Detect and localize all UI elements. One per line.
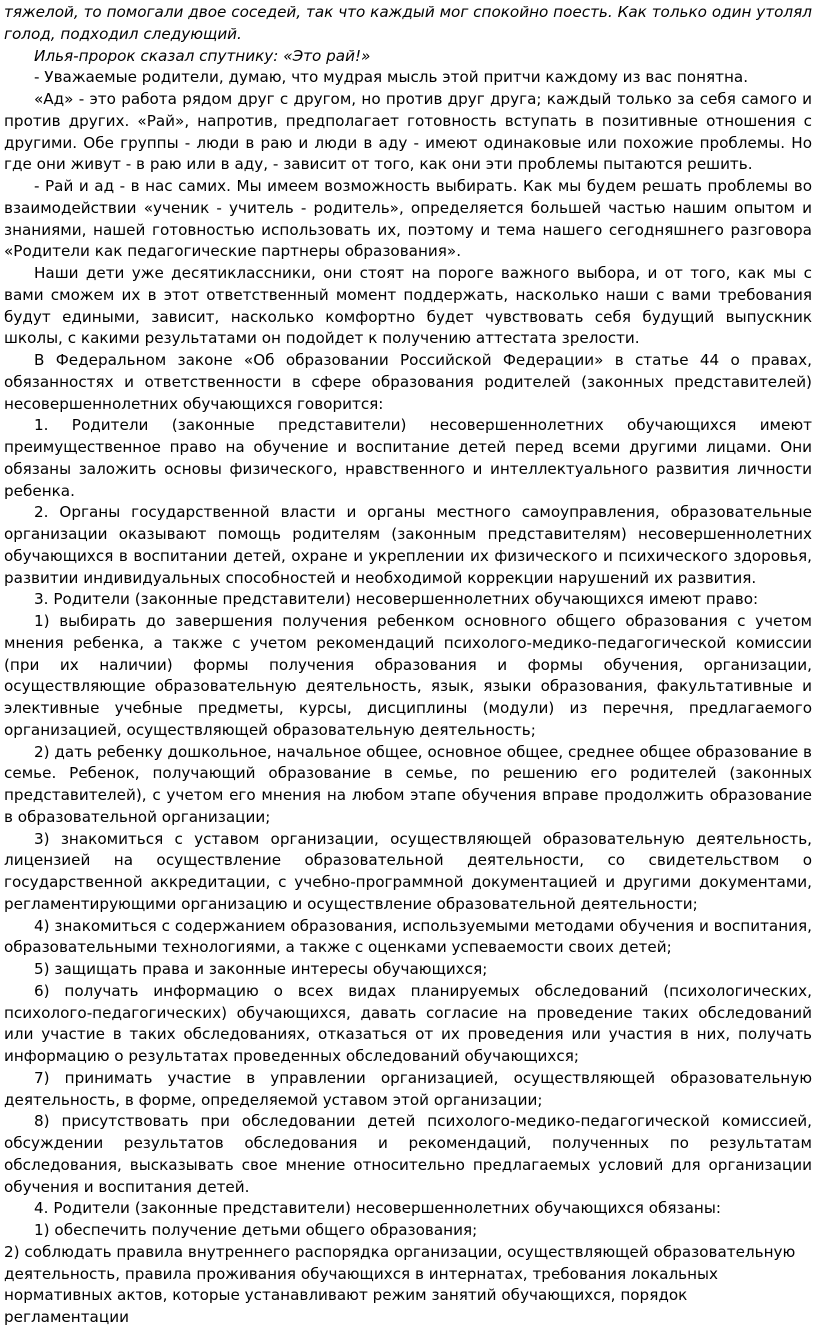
- parable-ending: Илья-пророк сказал спутнику: «Это рай!»: [34, 46, 371, 65]
- law-right-8: 8) присутствовать при обследовании детей психолого-медико-педагогической комиссией, обсуждении результатов обследования и рекомендаций, полученных по результатам обследования, высказывать свое мнение относительно предлагаемых условий для организации обучения и воспитания детей.: [4, 1112, 812, 1196]
- law-clause-1: 1. Родители (законные представители) несовершеннолетних обучающихся имеют преимущественное право на обучение и воспитание детей перед всеми другими лицами. Они обязаны заложить основы физического, нравственного и интеллектуального развития личности ребенка.: [4, 416, 812, 500]
- law-right-5: 5) защищать права и законные интересы обучающихся;: [34, 960, 488, 978]
- paragraph-tenth-graders: Наши дети уже десятиклассники, они стоят на пороге важного выбора, и от того, как мы с вами сможем их в этот ответственный момент поддержать, насколько наши с вами требования будут едиными, зависит, насколько комфортно будет чувствовать себя будущий выпускник школы, с какими результатами он подойдет к получению аттестата зрелости.: [4, 264, 812, 348]
- parable-continuation: тяжелой, то помогали двое соседей, так что каждый мог спокойно поесть. Как только один утолял голод, подходил следующий.: [4, 3, 812, 43]
- law-duty-2: 2) соблюдать правила внутреннего распорядка организации, осуществляющей образовательную деятельность, правила проживания обучающихся в интернатах, требования локальных нормативных актов, которые устанавливают режим занятий обучающихся, порядок регламентации: [4, 1242, 796, 1326]
- law-right-1: 1) выбирать до завершения получения ребенком основного общего образования с учетом мнения ребенка, а также с учетом рекомендаций психолого-медико-педагогической комиссии (при их наличии) формы получения образования и формы обучения, организации, осуществляющие образовательную деятельность, язык, языки образования, факультативные и элективные учебные предметы, курсы, дисциплины (модули) из перечня, предлагаемого организацией, осуществляющей образовательную деятельность;: [4, 612, 812, 739]
- paragraph-choice: - Рай и ад - в нас самих. Мы имеем возможность выбирать. Как мы будем решать проблемы во взаимодействии «ученик - учитель - родитель», определяется большей частью нашим опытом и знаниями, нашей готовностью использовать их, поэтому и тема нашего сегодняшнего разговора «Родители как педагогические партнеры образования».: [4, 177, 812, 261]
- law-right-6: 6) получать информацию о всех видах планируемых обследований (психологических, психолого-педагогических) обучающихся, давать согласие на проведение таких обследований или участие в таких обследованиях, отказаться от их проведения или участия в них, получать информацию о результатах проведенных обследований обучающихся;: [4, 981, 812, 1065]
- law-right-2: 2) дать ребенку дошкольное, начальное общее, основное общее, среднее общее образование в семье. Ребенок, получающий образование в семье, по решению его родителей (законных представителей), с учетом его мнения на любом этапе обучения вправе продолжить образование в образовательной организации;: [4, 742, 812, 826]
- paragraph-federal-law: В Федеральном законе «Об образовании Российской Федерации» в статье 44 о правах, обязанностях и ответственности в сфере образования родителей (законных представителей) несовершеннолетних обучающихся говорится:: [4, 351, 812, 413]
- law-right-7: 7) принимать участие в управлении организацией, осуществляющей образовательную деятельность, в форме, определяемой уставом этой организации;: [4, 1068, 812, 1109]
- law-clause-2: 2. Органы государственной власти и органы местного самоуправления, образовательные организации оказывают помощь родителям (законным представителям) несовершеннолетних обучающихся в воспитании детей, охране и укреплении их физического и психического здоровья, развитии индивидуальных способностей и необходимой коррекции нарушений их развития.: [4, 503, 812, 587]
- law-duty-1: 1) обеспечить получение детьми общего образования;: [34, 1221, 478, 1239]
- paragraph-hell-heaven: «Ад» - это работа рядом друг с другом, но против друг друга; каждый только за себя самого и против других. «Рай», напротив, предполагает готовность вступать в позитивные отношения с другими. Обе группы - люди в раю и люди в аду - имеют одинаковые или похожие проблемы. Но где они живут - в раю или в аду, - зависит от того, как они эти проблемы пытаются решить.: [4, 90, 812, 174]
- law-right-3: 3) знакомиться с уставом организации, осуществляющей образовательную деятельность, лицензией на осуществление образовательной деятельности, со свидетельством о государственной аккредитации, с учебно-программной документацией и другими документами, регламентирующими организацию и осуществление образовательной деятельности;: [4, 829, 812, 913]
- law-clause-4-heading: 4. Родители (законные представители) несовершеннолетних обучающихся обязаны:: [34, 1199, 721, 1218]
- law-right-4: 4) знакомиться с содержанием образования, используемыми методами обучения и воспитания, образовательными технологиями, а также с оценками успеваемости своих детей;: [4, 916, 812, 957]
- law-clause-3-heading: 3. Родители (законные представители) несовершеннолетних обучающихся имеют право:: [34, 590, 759, 609]
- paragraph-intro: - Уважаемые родители, думаю, что мудрая мысль этой притчи каждому из вас понятна.: [34, 68, 749, 87]
